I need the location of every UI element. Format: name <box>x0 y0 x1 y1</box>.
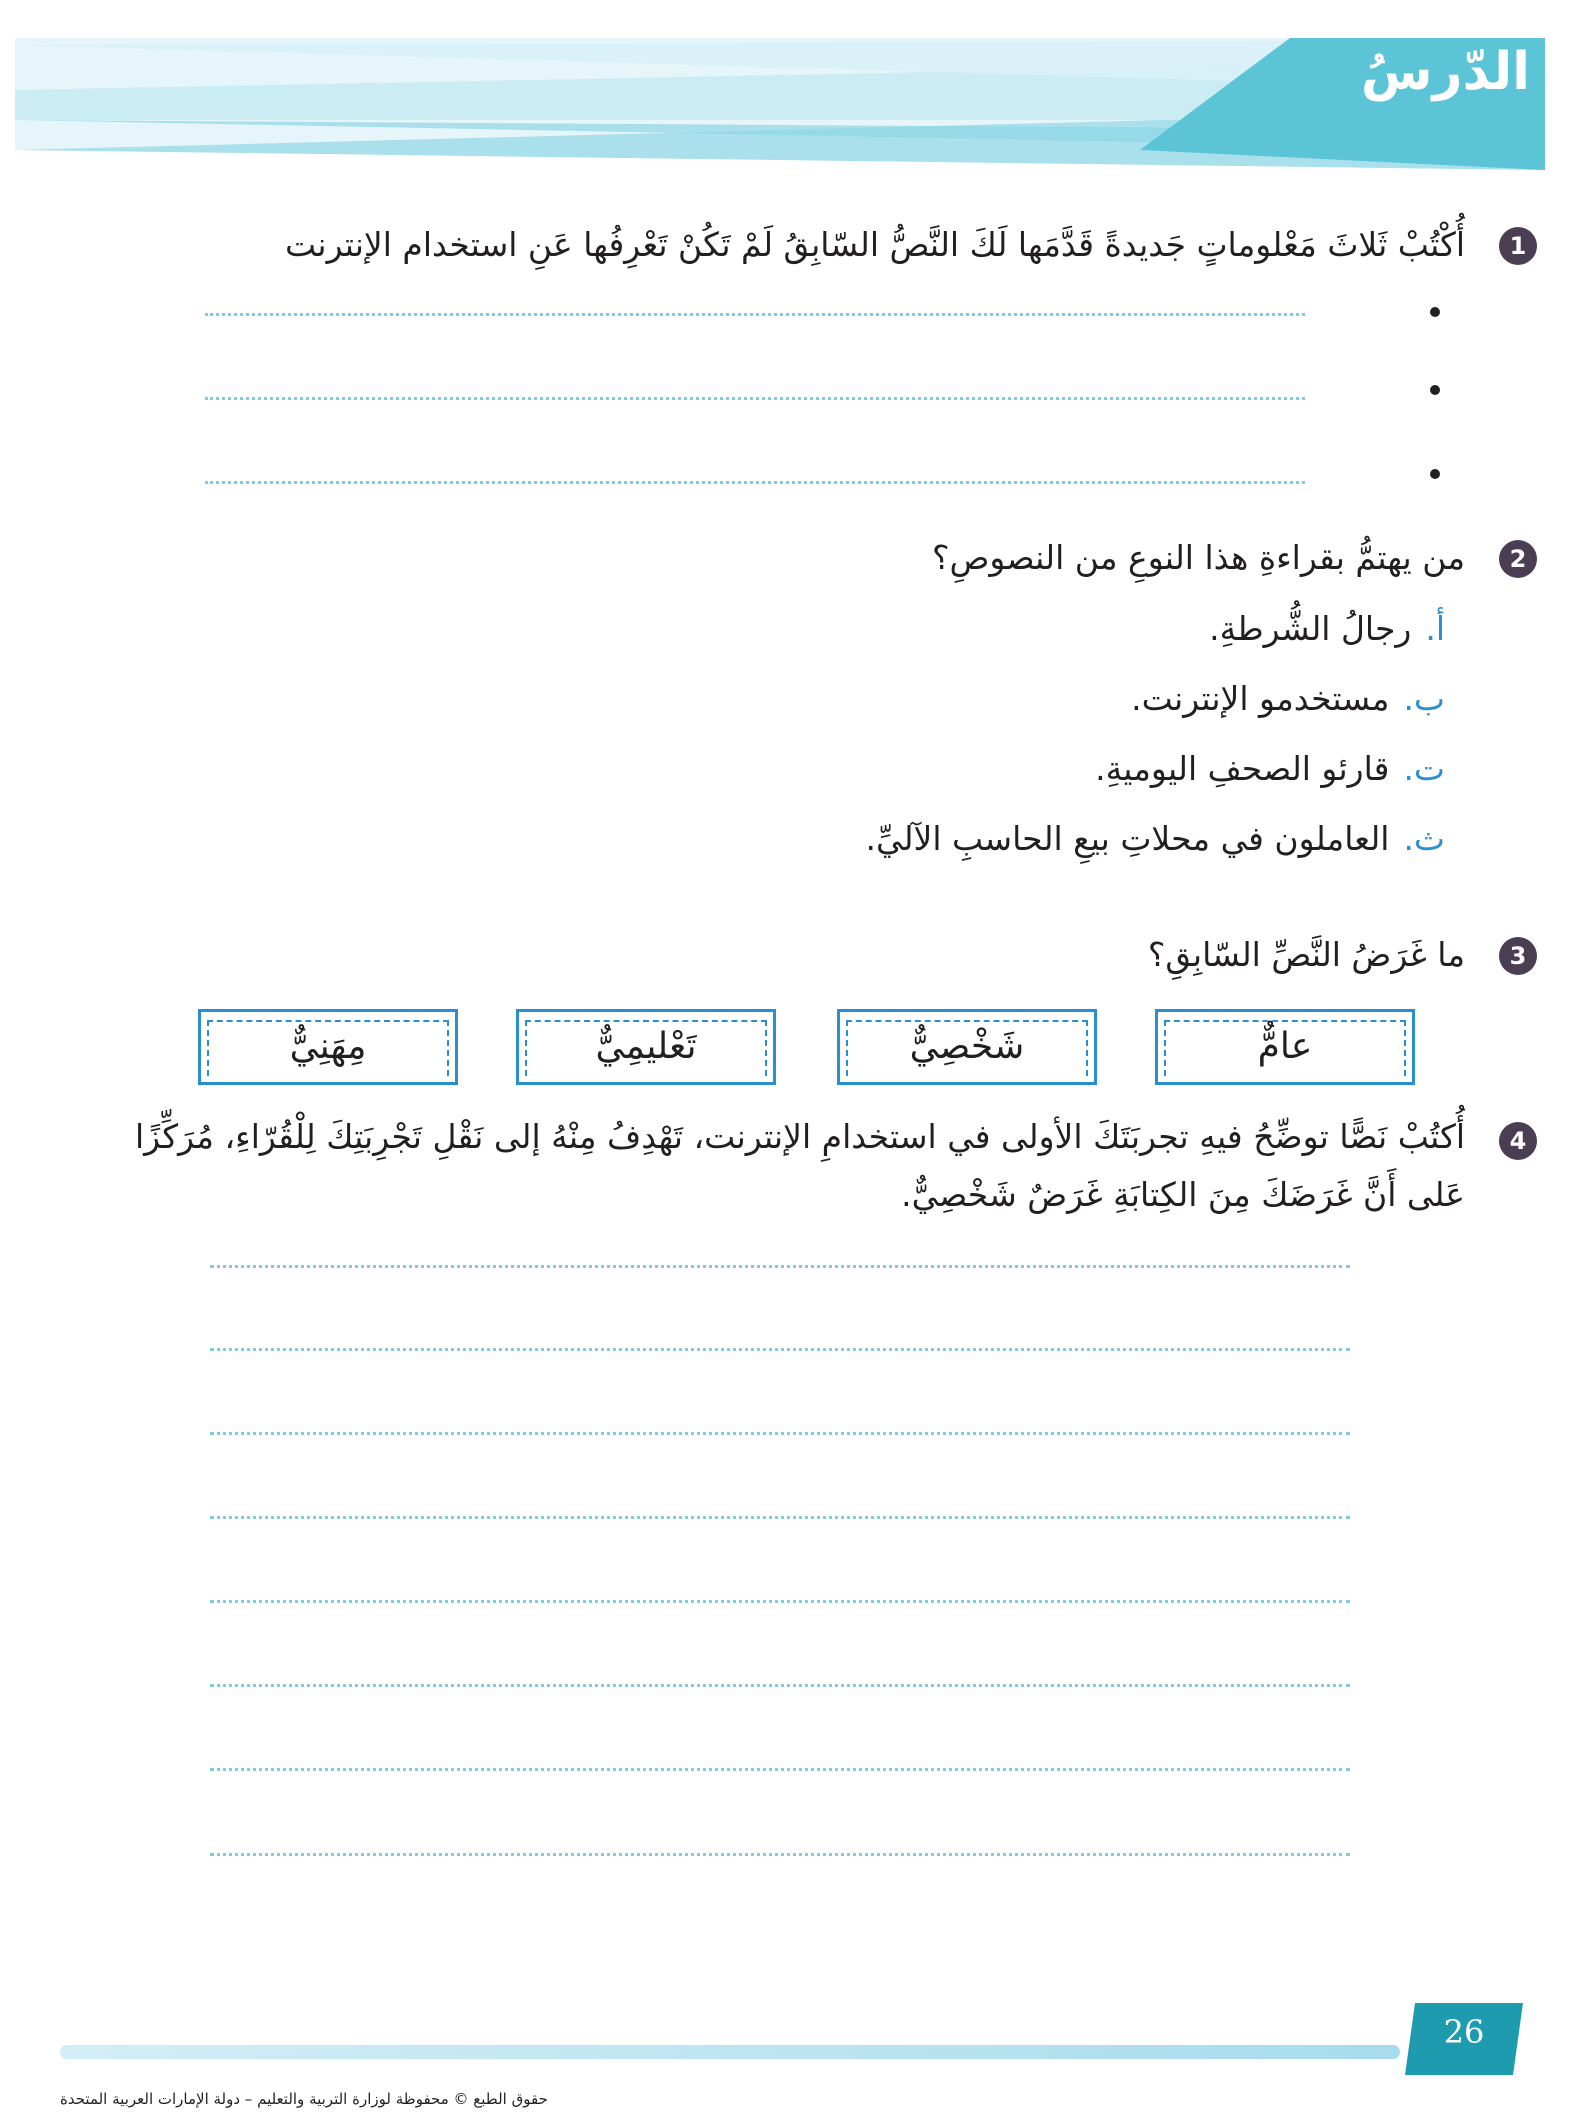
option-general[interactable] <box>1155 1009 1415 1085</box>
question-1-text: أُكْتُبْ ثَلاثَ مَعْلوماتٍ جَديدةً قَدَّمَها لَكَ النَّصُّ السّابِقُ لَمْ تَكُنْ تَعْرِفُها عَنِ استخدام الإنترنت <box>284 225 1465 264</box>
question-4-number: 4 <box>1499 1122 1537 1160</box>
choice-c[interactable] <box>1095 747 1445 791</box>
choice-a[interactable] <box>1209 607 1445 651</box>
choice-a-letter: أ. <box>1425 609 1445 648</box>
choice-c-text: قارئو الصحفِ اليوميةِ. <box>1095 749 1390 788</box>
choice-d-text: العاملون في محلاتِ بيعِ الحاسبِ الآليِّ. <box>865 819 1390 858</box>
question-4-text: أُكتُبْ نَصًّا توضِّحُ فيهِ تجربَتَكَ الأولى في استخدامِ الإنترنت، تَهْدِفُ مِنْهُ إلى نَقْلِ تَجْرِبَتِكَ لِلْقُرّاءِ، مُرَكِّزًا عَلى أَنَّ غَرَضَكَ مِنَ الكِتابَةِ غَرَضٌ شَخْصِيٌّ. <box>135 1117 1465 1214</box>
option-educational-label: تَعْليمِيٌّ <box>595 1026 697 1067</box>
page-number: 26 <box>1443 2013 1485 2051</box>
answer-line-2[interactable] <box>205 397 1305 400</box>
question-2-number: 2 <box>1499 540 1537 578</box>
answer-line-6[interactable] <box>210 1432 1350 1435</box>
answer-line-7[interactable] <box>210 1516 1350 1519</box>
choice-b-text: مستخدمو الإنترنت. <box>1131 679 1390 718</box>
question-3-text: ما غَرَضُ النَّصِّ السّابِقِ؟ <box>1147 935 1465 974</box>
option-personal[interactable] <box>837 1009 1097 1085</box>
option-general-label: عامٌّ <box>1257 1026 1313 1067</box>
choice-b-letter: ب. <box>1403 679 1445 718</box>
question-1-number: 1 <box>1499 227 1537 265</box>
footer-bar <box>60 2045 1400 2059</box>
answer-line-9[interactable] <box>210 1684 1350 1687</box>
choice-b[interactable] <box>1131 677 1445 721</box>
bullet-3 <box>1430 469 1440 479</box>
option-educational[interactable] <box>516 1009 776 1085</box>
bullet-2 <box>1430 385 1440 395</box>
choice-a-text: رجالُ الشُّرطةِ. <box>1209 609 1412 648</box>
answer-line-3[interactable] <box>205 481 1305 484</box>
option-personal-label: شَخْصِيٌّ <box>909 1026 1025 1067</box>
answer-line-10[interactable] <box>210 1768 1350 1771</box>
choice-c-letter: ت. <box>1403 749 1445 788</box>
answer-line-11[interactable] <box>210 1853 1350 1856</box>
question-2-text: من يهتمُّ بقراءةِ هذا النوعِ من النصوصِ؟ <box>932 538 1465 577</box>
answer-line-4[interactable] <box>210 1265 1350 1268</box>
banner-shape <box>0 0 1575 200</box>
answer-line-5[interactable] <box>210 1348 1350 1351</box>
choice-d[interactable] <box>866 817 1446 861</box>
answer-line-8[interactable] <box>210 1600 1350 1603</box>
answer-line-1[interactable] <box>205 313 1305 316</box>
page-title: الدّرسُ <box>1360 42 1530 102</box>
option-professional[interactable] <box>198 1009 458 1085</box>
choice-d-letter: ث. <box>1403 819 1445 858</box>
bullet-1 <box>1430 307 1440 317</box>
option-professional-label: مِهَنِيٌّ <box>289 1026 367 1067</box>
question-3-number: 3 <box>1499 937 1537 975</box>
copyright-notice: حقوق الطبع © محفوظة لوزارة التربية والتعليم – دولة الإمارات العربية المتحدة <box>60 2090 548 2108</box>
